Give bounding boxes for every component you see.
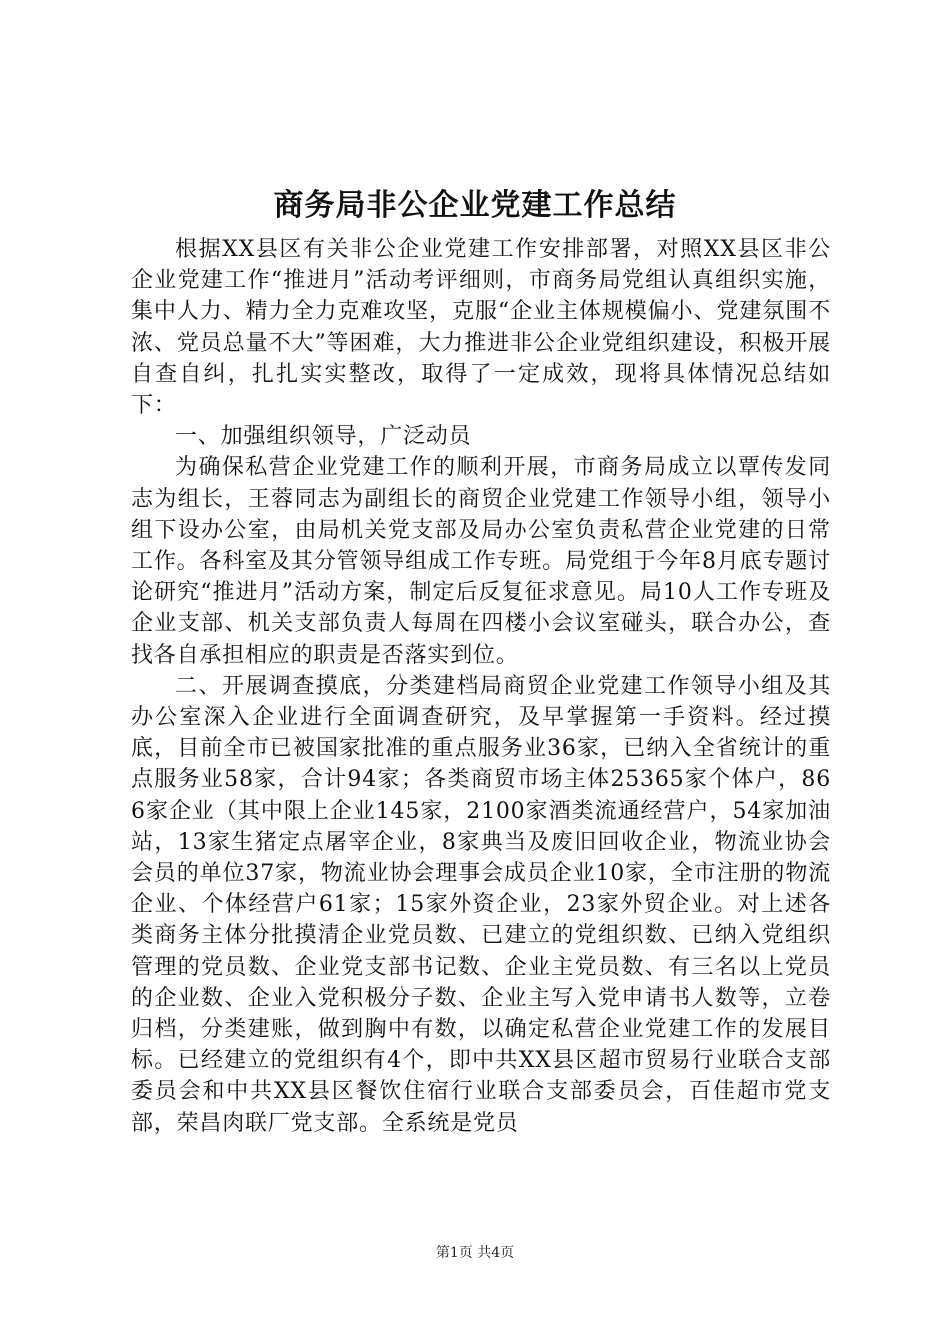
intro-paragraph: 根据XX县区有关非公企业党建工作安排部署，对照XX县区非公企业党建工作“推进月”活动考评细则，市商务局党组认真组织实施，集中人力、精力全力克难攻坚，克服“企业主体规模偏小、党建氛围不浓、党员总量不大”等困难，大力推进非公企业党组织建设，积极开展自查自纠，扎扎实实整改，取得了一定成效，现将具体情况总结如下： [131, 237, 831, 419]
section-2-paragraph: 二、开展调查摸底，分类建档局商贸企业党建工作领导小组及其办公室深入企业进行全面调查研究，及早掌握第一手资料。经过摸底，目前全市已被国家批准的重点服务业36家，已纳入全省统计的重点服务业58家，合计94家；各类商贸市场主体25365家个体户，866家企业（其中限上企业145家，2100家酒类流通经营户，54家加油站，13家生猪定点屠宰企业，8家典当及废旧回收企业，物流业协会会员的单位37家，物流业协会理事会成员企业10家，全市注册的物流企业、个体经营户61家；15家外资企业，23家外贸企业。对上述各类商务主体分批摸清企业党员数、已建立的党组织数、已纳入党组织管理的党员数、企业党支部书记数、企业主党员数、有三名以上党员的企业数、企业入党积极分子数、企业主写入党申请书人数等，立卷归档，分类建账，做到胸中有数，以确定私营企业党建工作的发展目标。已经建立的党组织有4个，即中共XX县区超市贸易行业联合支部委员会和中共XX县区餐饮住宿行业联合支部委员会，百佳超市党支部，荣昌肉联厂党支部。全系统是党员 [131, 673, 831, 1136]
document-title: 商务局非公企业党建工作总结 [273, 188, 677, 223]
page-number-footer: 第1页 共4页 [435, 1245, 515, 1261]
section-1-paragraph: 为确保私营企业党建工作的顺利开展，市商务局成立以覃传发同志为组长，王蓉同志为副组长的商贸企业党建工作领导小组，领导小组下设办公室，由局机关党支部及局办公室负责私营企业党建的日常工作。各科室及其分管领导组成工作专班。局党组于今年8月底专题讨论研究“推进月”活动方案，制定后反复征求意见。局10人工作专班及企业支部、机关支部负责人每周在四楼小会议室碰头，联合办公，查找各自承担相应的职责是否落实到位。 [131, 455, 831, 668]
section-heading-1: 一、加强组织领导，广泛动员 [175, 424, 472, 450]
document-body [131, 234, 831, 1139]
